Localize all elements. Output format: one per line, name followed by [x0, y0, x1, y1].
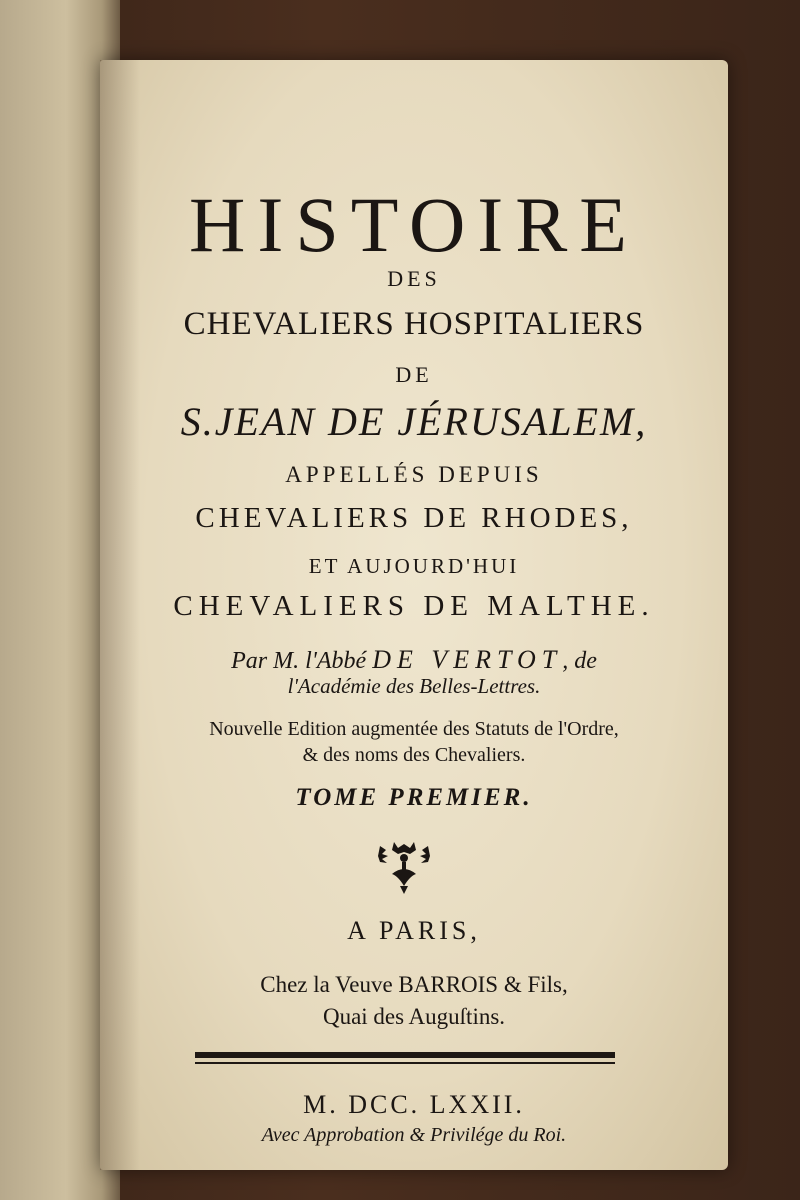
title-line-malthe: CHEVALIERS DE MALTHE. [173, 590, 655, 622]
author-line [100, 645, 728, 675]
book-title: HISTOIRE [189, 181, 639, 268]
author-name: DE VERTOT [372, 645, 563, 674]
author-suffix: , de [562, 648, 597, 674]
title-line-rhodes: CHEVALIERS DE RHODES, [195, 502, 633, 534]
volume-label: TOME PREMIER. [295, 784, 533, 811]
title-line-appelles: APPELLÉS DEPUIS [285, 462, 543, 487]
title-page [100, 60, 728, 1170]
author-prefix: Par M. l'Abbé [231, 648, 373, 674]
double-rule-thick [195, 1052, 615, 1058]
publisher-line-2: Quai des Auguſtins. [322, 1004, 506, 1029]
title-line-des: DES [387, 266, 441, 291]
title-line-aujourdhui: ET AUJOURD'HUI [308, 554, 520, 578]
publisher-line-1: Chez la Veuve BARROIS & Fils, [260, 972, 568, 997]
imprint-city: A PARIS, [347, 916, 481, 945]
academie-line: l'Académie des Belles-Lettres. [287, 674, 541, 698]
double-rule-thin [195, 1062, 615, 1064]
printers-ornament-icon [372, 840, 436, 896]
title-line-saint-jean: S.JEAN DE JÉRUSALEM, [180, 399, 648, 444]
title-line-de: DE [395, 362, 433, 387]
edition-line-2: & des noms des Chevaliers. [302, 744, 526, 766]
royal-privilege-line: Avec Approbation & Privilége du Roi. [261, 1124, 567, 1146]
edition-line-1: Nouvelle Edition augmentée des Statuts de l'Ordre, [209, 718, 619, 740]
publication-date: M. DCC. LXXII. [303, 1090, 525, 1119]
title-line-chevaliers-hospitaliers: CHEVALIERS HOSPITALIERS [183, 306, 645, 342]
